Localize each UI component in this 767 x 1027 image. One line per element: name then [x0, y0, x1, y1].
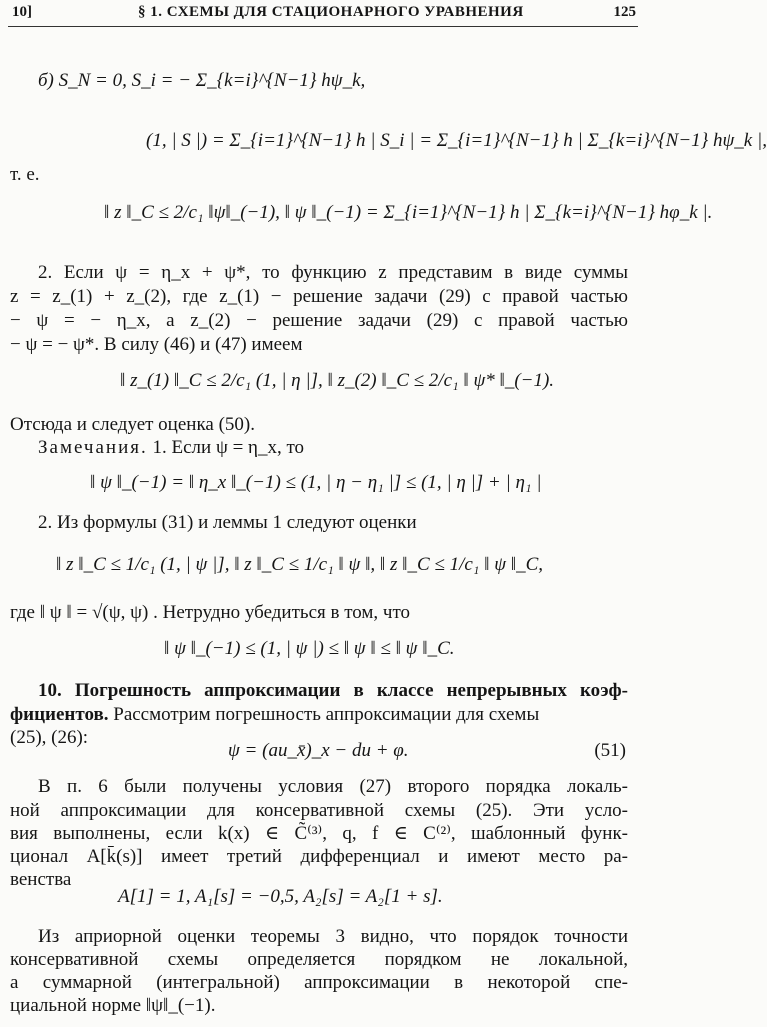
paragraph-2-line4: − ψ = − ψ*. В силу (46) и (47) имеем — [10, 334, 303, 355]
text-formula31: 2. Из формулы (31) и леммы 1 следуют оценки — [38, 512, 417, 533]
text-gde: где ‖ ψ ‖ = √(ψ, ψ) . Нетрудно убедиться в том, что — [10, 602, 411, 623]
formula-three-estimates: ‖ z ‖_C ≤ 1/c₁ (1, | ψ |], ‖ z ‖_C ≤ 1/c₁ ‖ ψ ‖, ‖ z ‖_C ≤ 1/c₁ ‖ ψ ‖_C, — [56, 554, 544, 575]
paragraph-last-line2: консервативной схемы определяется порядком не локальной, — [10, 949, 628, 970]
section-10-text: Рассмотрим погрешность аппроксимации для схемы — [113, 704, 540, 725]
page-left-marker: 10] — [12, 4, 32, 20]
text-te: т. е. — [10, 164, 40, 185]
formula-A: A[1] = 1, A₁[s] = −0,5, A₂[s] = A₂[1 + s]. — [118, 886, 443, 907]
paragraph-p6-line2: ной аппроксимации для консервативной схемы (25). Эти усло- — [10, 800, 628, 821]
paragraph-p6-line4: ционал A[k̄(s)] имеет третий дифференциал и имеют место ра- — [10, 846, 628, 867]
section-10-line3: (25), (26): — [10, 727, 89, 748]
paragraph-last-line1: Из априорной оценки теоремы 3 видно, что порядок точности — [38, 926, 628, 947]
remarks-line — [38, 437, 304, 459]
remarks-label: Замечания. — [38, 437, 148, 458]
header-rule — [8, 26, 638, 27]
paragraph-2-line1: 2. Если ψ = η_x + ψ*, то функцию z представим в виде суммы — [38, 262, 628, 283]
text-otsyuda: Отсюда и следует оценка (50). — [10, 414, 255, 435]
section-10-heading-cont: фициентов. — [10, 704, 109, 725]
paragraph-p6-line3: вия выполнены, если k(x) ∈ C̃⁽³⁾, q, f ∈ C⁽²⁾, шаблонный функ- — [10, 823, 628, 844]
paragraph-p6-line5: венства — [10, 869, 72, 890]
section-10-line2 — [10, 704, 539, 726]
paragraph-last-line3: а суммарной (интегральной) аппроксимации в некоторой спе- — [10, 972, 628, 993]
formula-b: б) S_N = 0, S_i = − Σ_{k=i}^{N−1} hψ_k, — [38, 70, 366, 91]
formula-psi: ‖ ψ ‖_(−1) = ‖ η_x ‖_(−1) ≤ (1, | η − η₁ |] ≤ (1, | η |] + | η₁ | — [90, 472, 542, 493]
formula-z12: ‖ z_(1) ‖_C ≤ 2/c₁ (1, | η |], ‖ z_(2) ‖_C ≤ 2/c₁ ‖ ψ* ‖_(−1). — [120, 370, 555, 391]
running-head: § 1. СХЕМЫ ДЛЯ СТАЦИОНАРНОГО УРАВНЕНИЯ — [138, 4, 524, 20]
equation-number-51: (51) — [594, 740, 626, 761]
paragraph-2-line3: − ψ = − η_x, а z_(2) − решение задачи (29) с правой частью — [10, 310, 628, 331]
paragraph-2-line2: z = z_(1) + z_(2), где z_(1) − решение задачи (29) с правой частью — [10, 286, 628, 307]
remarks-text: 1. Если ψ = η_x, то — [152, 437, 305, 458]
formula-sum: (1, | S |) = Σ_{i=1}^{N−1} h | S_i | = Σ_{i=1}^{N−1} h | Σ_{k=i}^{N−1} hψ_k |, — [146, 130, 767, 151]
paragraph-last-line4: циальной норме ‖ψ‖_(−1). — [10, 995, 216, 1016]
formula-51: ψ = (au_x̄)_x − du + φ. — [228, 740, 409, 761]
page-number: 125 — [613, 4, 636, 20]
paragraph-p6-line1: В п. 6 были получены условия (27) второго порядка локаль- — [38, 776, 628, 797]
formula-chain: ‖ ψ ‖_(−1) ≤ (1, | ψ |) ≤ ‖ ψ ‖ ≤ ‖ ψ ‖_C. — [164, 638, 455, 659]
formula-norm: ‖ z ‖_C ≤ 2/c₁ ‖ψ‖_(−1), ‖ ψ ‖_(−1) = Σ_{i=1}^{N−1} h | Σ_{k=i}^{N−1} hφ_k |. — [104, 202, 713, 223]
section-10-heading: 10. Погрешность аппроксимации в классе непрерывных коэф- — [38, 680, 628, 701]
